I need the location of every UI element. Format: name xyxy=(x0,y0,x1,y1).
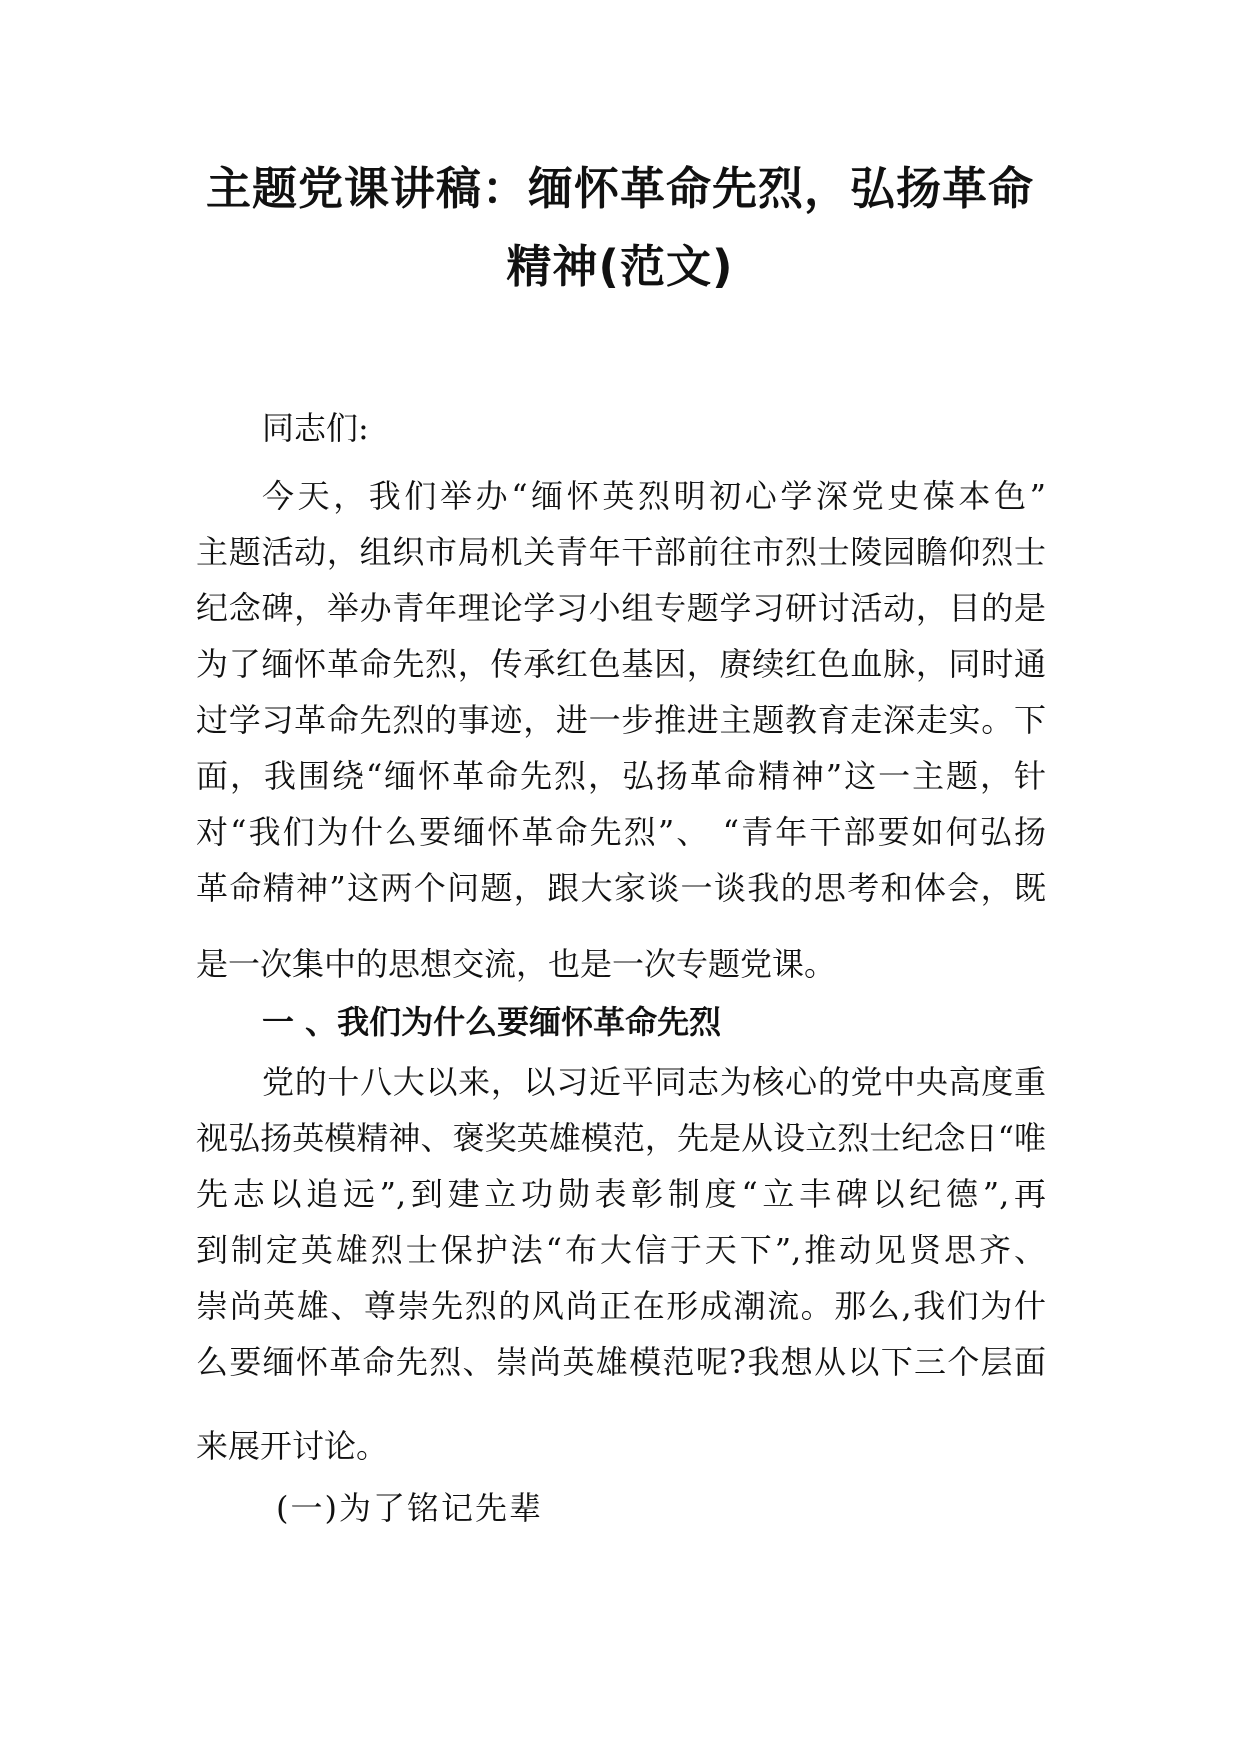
paragraph-line: 党的十八大以来，以习近平同志为核心的党中央高度重 xyxy=(262,1063,1046,1101)
paragraph-line: 今天，我们举办“缅怀英烈明初心学深党史葆本色” xyxy=(262,477,1046,515)
paragraph-line: 纪念碑，举办青年理论学习小组专题学习研讨活动，目的是 xyxy=(196,589,1046,627)
paragraph-line: 到制定英雄烈士保护法“布大信于天下”,推动见贤思齐、 xyxy=(196,1231,1046,1269)
salutation: 同志们: xyxy=(262,409,369,447)
paragraph-line: 为了缅怀革命先烈，传承红色基因，赓续红色血脉，同时通 xyxy=(196,645,1046,683)
paragraph-line: 么要缅怀革命先烈、崇尚英雄模范呢?我想从以下三个层面 xyxy=(196,1343,1046,1381)
paragraph-line: 主题活动，组织市局机关青年干部前往市烈士陵园瞻仰烈士 xyxy=(196,533,1046,571)
paragraph-line: 崇尚英雄、尊崇先烈的风尚正在形成潮流。那么,我们为什 xyxy=(196,1287,1046,1325)
paragraph-line: 对“我们为什么要缅怀革命先烈”、 “青年干部要如何弘扬 xyxy=(196,813,1046,851)
document-title xyxy=(150,150,1090,306)
subsection-heading-1: (一)为了铭记先辈 xyxy=(276,1489,543,1527)
paragraph-2-last-line xyxy=(196,1426,1046,1482)
title-line-2: 精神(范文) xyxy=(506,240,734,293)
paragraph-2 xyxy=(196,1054,1046,1390)
paragraph-1-last-line xyxy=(196,944,1046,1000)
paragraph-line: 面，我围绕“缅怀革命先烈，弘扬革命精神”这一主题，针 xyxy=(196,757,1046,795)
paragraph-line: 过学习革命先烈的事迹，进一步推进主题教育走深走实。下 xyxy=(196,701,1046,739)
section-heading-1: 一 、我们为什么要缅怀革命先烈 xyxy=(262,1003,722,1041)
paragraph-line: 是一次集中的思想交流，也是一次专题党课。 xyxy=(196,945,837,983)
title-line-1: 主题党课讲稿：缅怀革命先烈，弘扬革命 xyxy=(205,162,1034,215)
paragraph-1 xyxy=(196,468,1046,916)
paragraph-line: 革命精神”这两个问题，跟大家谈一谈我的思考和体会，既 xyxy=(196,869,1046,907)
paragraph-line: 先志以追远”,到建立功勋表彰制度“立丰碑以纪德”,再 xyxy=(196,1175,1046,1213)
paragraph-line: 来展开讨论。 xyxy=(196,1427,389,1465)
paragraph-line: 视弘扬英模精神、褒奖英雄模范，先是从设立烈士纪念日“唯 xyxy=(196,1119,1046,1157)
